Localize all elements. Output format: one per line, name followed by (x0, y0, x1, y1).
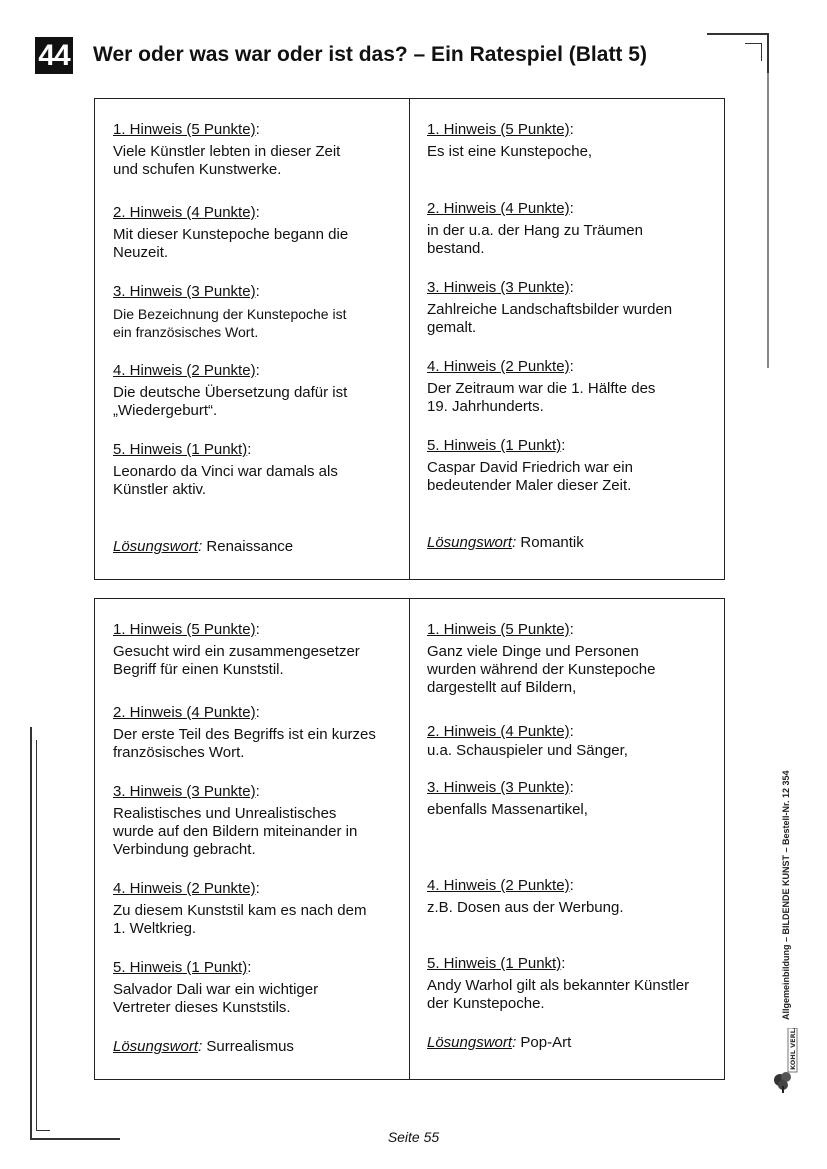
hint-block: 2. Hinweis (4 Punkte): Mit dieser Kunstepoche begann die Neuzeit. (113, 204, 403, 262)
quiz-card-pop-art (427, 621, 717, 1061)
quiz-card-surrealismus (113, 621, 403, 1061)
hint-block: 2. Hinweis (4 Punkte): in der u.a. der Hang zu Träumen bestand. (427, 200, 717, 258)
hint-label: 5. Hinweis (1 Punkt) (113, 441, 248, 458)
quiz-card-renaissance (113, 121, 403, 561)
corner-line (761, 43, 762, 61)
solution-line: Lösungswort: Romantik (427, 534, 584, 551)
solution-line: Lösungswort: Surrealismus (113, 1038, 294, 1055)
page-number: Seite 55 (387, 1129, 440, 1145)
corner-line (767, 33, 769, 73)
hint-label: 1. Hinweis (5 Punkte) (427, 121, 570, 138)
solution-word: Pop-Art (520, 1034, 572, 1051)
corner-line (745, 43, 761, 44)
hint-text: Zahlreiche Landschaftsbilder wurden gemalt. (427, 301, 673, 336)
hint-label: 3. Hinweis (3 Punkte) (427, 779, 570, 796)
hint-label: 5. Hinweis (1 Punkt) (427, 955, 562, 972)
hint-label: 2. Hinweis (4 Punkte) (427, 200, 570, 217)
corner-line (36, 740, 37, 1130)
hint-text: Der Zeitraum war die 1. Hälfte des 19. Jahrhunderts. (427, 380, 656, 415)
hint-text: Mit dieser Kunstepoche begann die Neuzeit. (113, 226, 349, 261)
solution-label: Lösungswort (427, 1034, 513, 1051)
corner-line (30, 727, 32, 1139)
hint-label: 2. Hinweis (4 Punkte) (113, 704, 256, 721)
hint-text: Gesucht wird ein zusammengesetzer Begriff für einen Kunststil. (113, 643, 360, 678)
corner-line (707, 33, 767, 35)
hint-block: 3. Hinweis (3 Punkte): Realistisches und Unrealistisches wurde auf den Bildern miteinander in Verbindung gebracht. (113, 783, 403, 859)
hint-text: Die deutsche Übersetzung dafür ist „Wiedergeburt“. (113, 384, 348, 419)
hint-text: Andy Warhol gilt als bekannter Künstler der Kunstepoche. (427, 977, 690, 1012)
hint-label: 5. Hinweis (1 Punkt) (113, 959, 248, 976)
solution-line: Lösungswort: Renaissance (113, 538, 294, 555)
hint-label: 4. Hinweis (2 Punkte) (427, 877, 570, 894)
hint-text: Der erste Teil des Begriffs ist ein kurzes französisches Wort. (113, 726, 376, 761)
hint-label: 4. Hinweis (2 Punkte) (113, 362, 256, 379)
solution-word: Romantik (520, 534, 584, 551)
hint-block: 2. Hinweis (4 Punkte): u.a. Schauspieler und Sänger, (427, 723, 717, 760)
hint-text: Zu diesem Kunststil kam es nach dem 1. Weltkrieg. (113, 902, 367, 937)
hint-label: 3. Hinweis (3 Punkte) (113, 283, 256, 300)
hint-label: 4. Hinweis (2 Punkte) (113, 880, 256, 897)
hint-block: 1. Hinweis (5 Punkte): Gesucht wird ein zusammengesetzer Begriff für einen Kunststil. (113, 621, 403, 679)
page-title: Wer oder was war oder ist das? – Ein Ratespiel (Blatt 5) (93, 43, 647, 66)
hint-text: Viele Künstler lebten in dieser Zeit und schufen Kunstwerke. (113, 143, 341, 178)
corner-line (767, 73, 769, 368)
hint-label: 3. Hinweis (3 Punkte) (113, 783, 256, 800)
sheet-number-badge: 44 (35, 37, 73, 74)
hint-block: 5. Hinweis (1 Punkt): Caspar David Friedrich war ein bedeutender Maler dieser Zeit. (427, 437, 717, 495)
hint-block: 4. Hinweis (2 Punkte): Zu diesem Kunststil kam es nach dem 1. Weltkrieg. (113, 880, 403, 938)
hint-text: z.B. Dosen aus der Werbung. (427, 899, 624, 916)
column-divider (409, 599, 410, 1079)
hint-text: Es ist eine Kunstepoche, (427, 143, 593, 160)
hint-text: in der u.a. der Hang zu Träumen bestand. (427, 222, 643, 257)
hint-label: 4. Hinweis (2 Punkte) (427, 358, 570, 375)
hint-block: 1. Hinweis (5 Punkte): Viele Künstler lebten in dieser Zeit und schufen Kunstwerke. (113, 121, 403, 179)
solution-label: Lösungswort (113, 538, 199, 555)
publisher-logo (770, 1028, 798, 1094)
hint-text: Leonardo da Vinci war damals als Künstler aktiv. (113, 463, 338, 498)
hint-block: 4. Hinweis (2 Punkte): Der Zeitraum war die 1. Hälfte des 19. Jahrhunderts. (427, 358, 717, 416)
hint-block: 4. Hinweis (2 Punkte): Die deutsche Übersetzung dafür ist „Wiedergeburt“. (113, 362, 403, 420)
hint-label: 2. Hinweis (4 Punkte) (113, 204, 256, 221)
hint-block: 5. Hinweis (1 Punkt): Salvador Dali war ein wichtiger Vertreter dieses Kunststils. (113, 959, 403, 1017)
hint-text: Realistisches und Unrealistisches wurde auf den Bildern miteinander in Verbindung gebracht. (113, 805, 358, 858)
hint-text: Caspar David Friedrich war ein bedeutender Maler dieser Zeit. (427, 459, 633, 494)
solution-word: Renaissance (206, 538, 294, 555)
publisher-order-number: Allgemeinbildung – BILDENDE KUNST – Bestell-Nr. 12 354 (781, 770, 791, 1020)
hint-label: 1. Hinweis (5 Punkte) (113, 121, 256, 138)
quiz-card-romantik (427, 121, 717, 561)
hint-label: 2. Hinweis (4 Punkte) (427, 723, 570, 740)
hint-block: 5. Hinweis (1 Punkt): Andy Warhol gilt als bekannter Künstler der Kunstepoche. (427, 955, 717, 1013)
hint-block: 4. Hinweis (2 Punkte): z.B. Dosen aus der Werbung. (427, 877, 717, 917)
hint-block: 1. Hinweis (5 Punkte): Ganz viele Dinge und Personen wurden während der Kunstepoche dargestellt auf Bildern, (427, 621, 717, 697)
hint-text: u.a. Schauspieler und Sänger, (427, 742, 628, 759)
hint-label: 3. Hinweis (3 Punkte) (427, 279, 570, 296)
hint-text: ebenfalls Massenartikel, (427, 801, 588, 818)
hint-text: Ganz viele Dinge und Personen wurden während der Kunstepoche dargestellt auf Bildern, (427, 643, 656, 696)
column-divider (409, 99, 410, 579)
solution-line: Lösungswort: Pop-Art (427, 1034, 572, 1051)
hint-label: 1. Hinweis (5 Punkte) (113, 621, 256, 638)
logo-text: KOHL VERLAG (789, 1028, 797, 1070)
hint-block: 2. Hinweis (4 Punkte): Der erste Teil des Begriffs ist ein kurzes französisches Wort. (113, 704, 403, 762)
hint-block: 1. Hinweis (5 Punkte): Es ist eine Kunstepoche, (427, 121, 717, 161)
hint-label: 1. Hinweis (5 Punkte) (427, 621, 570, 638)
solution-label: Lösungswort (427, 534, 513, 551)
hint-block: 5. Hinweis (1 Punkt): Leonardo da Vinci war damals als Künstler aktiv. (113, 441, 403, 499)
hint-block: 3. Hinweis (3 Punkte): ebenfalls Massenartikel, (427, 779, 717, 819)
hint-block: 3. Hinweis (3 Punkte): Die Bezeichnung der Kunstepoche ist ein französisches Wort. (113, 283, 403, 341)
hint-block: 3. Hinweis (3 Punkte): Zahlreiche Landschaftsbilder wurden gemalt. (427, 279, 717, 337)
hint-text: Salvador Dali war ein wichtiger Vertreter dieses Kunststils. (113, 981, 319, 1016)
solution-word: Surrealismus (206, 1038, 294, 1055)
tree-logo-icon (770, 1028, 798, 1094)
solution-label: Lösungswort (113, 1038, 199, 1055)
hint-text: Die Bezeichnung der Kunstepoche ist ein französisches Wort. (113, 306, 347, 340)
hint-label: 5. Hinweis (1 Punkt) (427, 437, 562, 454)
